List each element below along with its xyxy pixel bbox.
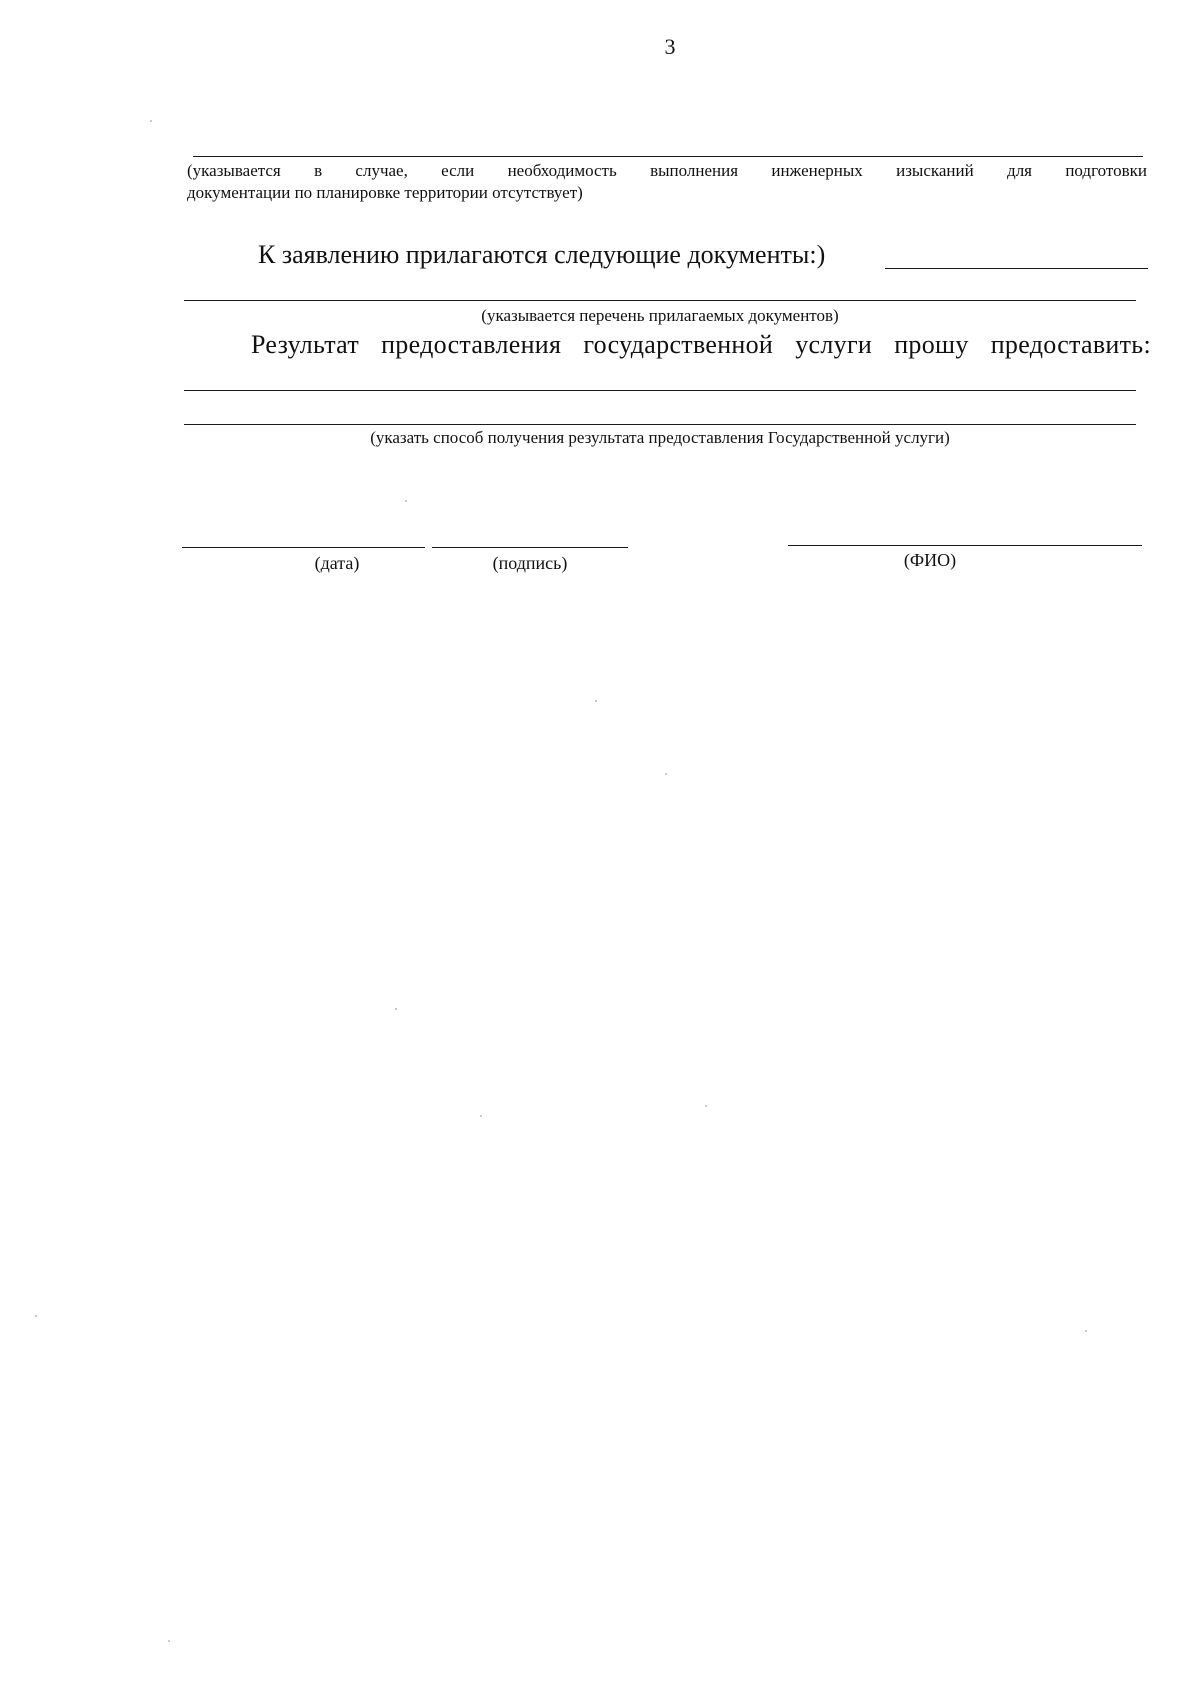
engineering-note-line1: (указывается в случае, если необходимость выполнения инженерных изысканий для подготовки <box>187 161 1147 180</box>
attachments-inline-blank-line[interactable] <box>885 268 1148 269</box>
date-caption: (дата) <box>314 553 360 573</box>
result-caption: (указать способ получения результата предоставления Государственной услуги) <box>370 428 950 447</box>
result-method-blank-line-1[interactable] <box>184 390 1136 391</box>
engineering-note-line2: документации по планировке территории отсутствует) <box>187 183 583 202</box>
attachments-heading: К заявлению прилагаются следующие документы:) <box>258 240 826 269</box>
attachments-list-blank-line[interactable] <box>184 300 1136 301</box>
page-number: 3 <box>664 34 676 59</box>
fio-caption: (ФИО) <box>903 550 957 570</box>
result-method-blank-line-2[interactable] <box>184 424 1136 425</box>
signature-caption: (подпись) <box>492 553 568 573</box>
signature-blank-line[interactable] <box>432 547 628 548</box>
attachments-caption: (указывается перечень прилагаемых документов) <box>481 306 839 325</box>
fio-blank-line[interactable] <box>788 545 1142 546</box>
result-heading: Результат предоставления государственной услуги прошу предоставить: <box>251 330 1151 359</box>
engineering-surveys-blank-line[interactable] <box>193 156 1143 157</box>
date-blank-line[interactable] <box>182 547 425 548</box>
